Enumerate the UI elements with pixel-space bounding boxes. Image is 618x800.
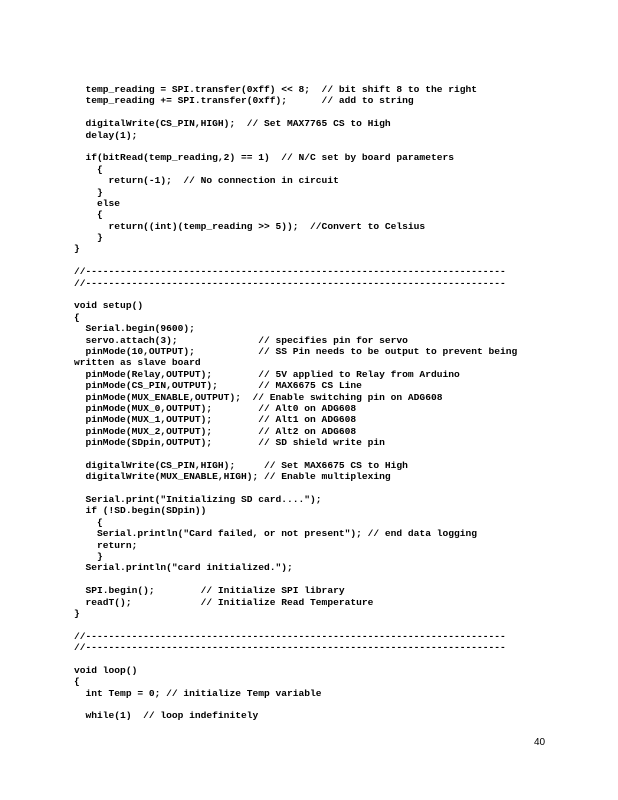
code-line: pinMode(MUX_2,OUTPUT); // Alt2 on ADG608 <box>74 425 357 437</box>
code-line: return((int)(temp_reading >> 5)); //Convert to Celsius <box>74 220 426 232</box>
code-line: pinMode(MUX_ENABLE,OUTPUT); // Enable switching pin on ADG608 <box>74 391 443 403</box>
code-line: readT(); // Initialize Read Temperature <box>74 596 374 608</box>
code-line: void loop() <box>74 664 138 676</box>
code-line: return; <box>74 539 138 551</box>
code-line: int Temp = 0; // initialize Temp variable <box>74 687 322 699</box>
code-line: } <box>74 243 80 255</box>
code-line: delay(1); <box>74 129 138 141</box>
code-line: } <box>74 232 103 244</box>
code-line <box>74 107 554 118</box>
code-line: } <box>74 186 103 198</box>
page-number: 40 <box>534 737 546 748</box>
code-line: SPI.begin(); // Initialize SPI library <box>74 585 345 597</box>
code-line: pinMode(Relay,OUTPUT); // 5V applied to Relay from Arduino <box>74 368 460 380</box>
code-line: while(1) // loop indefinitely <box>74 710 259 722</box>
code-line: { <box>74 163 103 175</box>
code-line: Serial.print("Initializing SD card...."); <box>74 494 322 506</box>
code-line <box>74 654 554 665</box>
code-line: //------------------------------------------------------------------------- <box>74 642 506 654</box>
code-line: pinMode(10,OUTPUT); // SS Pin needs to be output to prevent being <box>74 345 518 357</box>
code-line: else <box>74 197 121 209</box>
code-line: temp_reading = SPI.transfer(0xff) << 8; // bit shift 8 to the right <box>74 84 478 95</box>
code-line: if(bitRead(temp_reading,2) == 1) // N/C set by board parameters <box>74 152 454 164</box>
code-line: pinMode(CS_PIN,OUTPUT); // MAX6675 CS Line <box>74 380 362 392</box>
code-line: if (!SD.begin(SDpin)) <box>74 505 207 517</box>
code-line: pinMode(MUX_0,OUTPUT); // Alt0 on ADG608 <box>74 402 357 414</box>
code-line: digitalWrite(CS_PIN,HIGH); // Set MAX6675 CS to High <box>74 459 408 471</box>
code-line: written as slave board <box>74 357 201 369</box>
code-line <box>74 619 554 630</box>
code-line: Serial.println("Card failed, or not present"); // end data logging <box>74 528 478 540</box>
code-line: digitalWrite(CS_PIN,HIGH); // Set MAX7765 CS to High <box>74 118 391 130</box>
code-line <box>74 141 554 152</box>
code-line: //------------------------------------------------------------------------- <box>74 630 506 642</box>
code-line: servo.attach(3); // specifies pin for servo <box>74 334 408 346</box>
code-line: { <box>74 209 103 221</box>
code-line: digitalWrite(MUX_ENABLE,HIGH); // Enable multiplexing <box>74 471 391 483</box>
code-line: //------------------------------------------------------------------------- <box>74 266 506 278</box>
code-line: //------------------------------------------------------------------------- <box>74 277 506 289</box>
code-line <box>74 449 554 460</box>
code-line: } <box>74 551 103 563</box>
code-line: } <box>74 607 80 619</box>
code-line: { <box>74 516 103 528</box>
code-line: void setup() <box>74 300 144 312</box>
code-line: { <box>74 676 80 688</box>
code-line: temp_reading += SPI.transfer(0xff); // add to string <box>74 95 414 107</box>
code-line <box>74 255 554 266</box>
code-line: Serial.begin(9600); <box>74 323 195 335</box>
code-line <box>74 574 554 585</box>
code-line: Serial.println("card initialized."); <box>74 562 293 574</box>
code-listing <box>74 84 554 722</box>
code-line: pinMode(SDpin,OUTPUT); // SD shield write pin <box>74 437 385 449</box>
code-line: return(-1); // No connection in circuit <box>74 175 339 187</box>
code-line: { <box>74 311 80 323</box>
code-line <box>74 289 554 300</box>
code-line <box>74 483 554 494</box>
code-line: pinMode(MUX_1,OUTPUT); // Alt1 on ADG608 <box>74 414 357 426</box>
code-line <box>74 699 554 710</box>
